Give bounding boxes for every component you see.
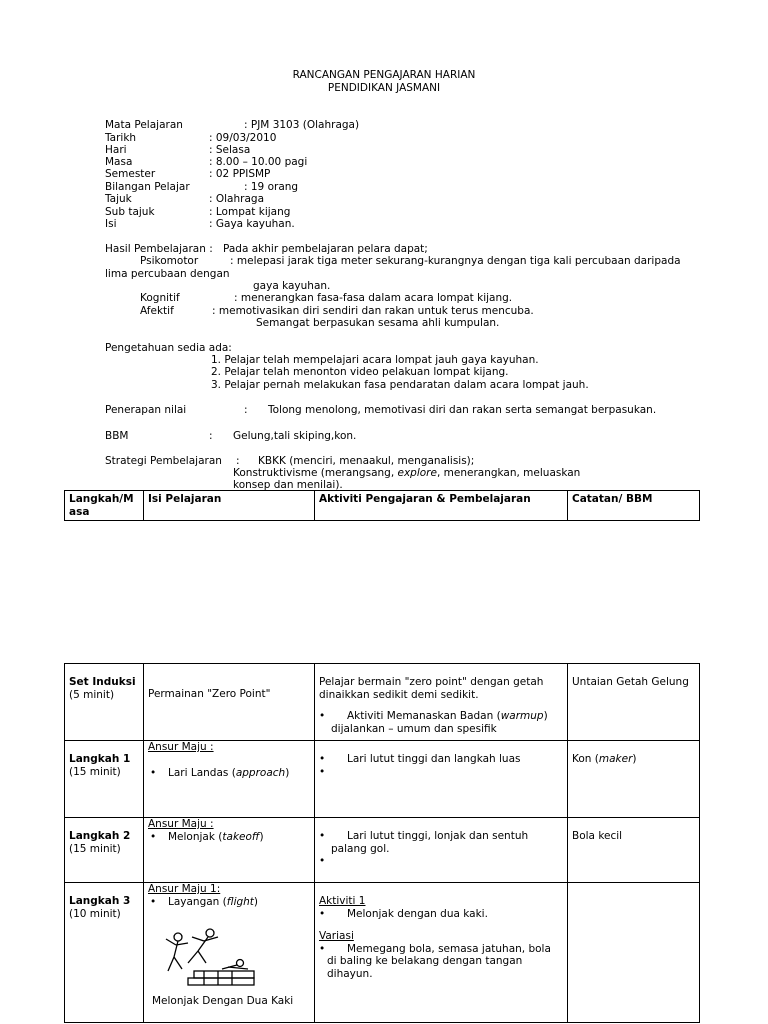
field-label: Tarikh bbox=[105, 132, 137, 144]
psikomotor-label: Psikomotor bbox=[140, 255, 199, 267]
field-value: : Selasa bbox=[209, 144, 251, 156]
isi-cell: Ansur Maju : • Melonjak (takeoff) bbox=[144, 818, 315, 883]
header-langkah: Langkah/M asa bbox=[65, 491, 144, 521]
pengetahuan-item: 2. Pelajar telah menonton video pelakuan lompat kijang. bbox=[211, 366, 509, 378]
table-row bbox=[65, 818, 700, 883]
pengetahuan-label: Pengetahuan sedia ada: bbox=[105, 342, 232, 354]
aktiviti-cell: • Lari lutut tinggi, lonjak dan sentuh palang gol. • bbox=[315, 818, 568, 883]
aktiviti-cell: • Lari lutut tinggi dan langkah luas • bbox=[315, 741, 568, 818]
isi-cell: Permainan "Zero Point" bbox=[144, 664, 315, 741]
pengetahuan-item: 1. Pelajar telah mempelajari acara lompat jauh gaya kayuhan. bbox=[211, 354, 539, 366]
field-label: Sub tajuk bbox=[105, 206, 155, 218]
pengetahuan-item: 3. Pelajar pernah melakukan fasa pendaratan dalam acara lompat jauh. bbox=[211, 379, 589, 391]
table-row bbox=[65, 741, 700, 818]
field-value: : Gaya kayuhan. bbox=[209, 218, 295, 230]
bbm-label: BBM bbox=[105, 430, 129, 442]
catatan-cell bbox=[568, 883, 700, 1023]
step-cell: Set Induksi (5 minit) bbox=[65, 664, 144, 741]
afektif-cont: Semangat berpasukan sesama ahli kumpulan. bbox=[256, 317, 500, 329]
aktiviti-cell: Pelajar bermain "zero point" dengan getah dinaikkan sedikit demi sedikit. • Aktiviti Memanaskan Badan (warmup) dijalankan – umum dan spesifik bbox=[315, 664, 568, 741]
header-table bbox=[64, 490, 700, 521]
document-subtitle: PENDIDIKAN JASMANI bbox=[327, 82, 441, 94]
field-label: Tajuk bbox=[105, 193, 132, 205]
field-value: : PJM 3103 (Olahraga) bbox=[244, 119, 360, 131]
hasil-label: Hasil Pembelajaran : bbox=[105, 243, 213, 255]
document-title: RANCANGAN PENGAJARAN HARIAN bbox=[292, 69, 476, 81]
field-value: : Olahraga bbox=[209, 193, 264, 205]
field-value: : 02 PPISMP bbox=[209, 168, 271, 180]
penerapan-text: Tolong menolong, memotivasi diri dan rakan serta semangat berpasukan. bbox=[268, 404, 657, 416]
bbm-text: Gelung,tali skiping,kon. bbox=[233, 430, 357, 442]
field-label: Semester bbox=[105, 168, 156, 180]
step-cell: Langkah 1 (15 minit) bbox=[65, 741, 144, 818]
field-label: Hari bbox=[105, 144, 127, 156]
header-catatan: Catatan/ BBM bbox=[568, 491, 700, 521]
field-label: Masa bbox=[105, 156, 133, 168]
kognitif-text: : menerangkan fasa-fasa dalam acara lompat kijang. bbox=[234, 292, 513, 304]
lesson-table bbox=[64, 663, 700, 1023]
isi-cell: Ansur Maju 1: • Layangan (flight) Melonjak Dengan Dua Kaki bbox=[144, 883, 315, 1023]
field-label: Bilangan Pelajar bbox=[105, 181, 190, 193]
long-jump-illustration bbox=[158, 927, 258, 995]
header-aktiviti: Aktiviti Pengajaran & Pembelajaran bbox=[315, 491, 568, 521]
psikomotor-cont: lima percubaan dengan bbox=[105, 268, 230, 280]
bbm-colon: : bbox=[209, 430, 213, 442]
strategi-line1: KBKK (menciri, menaakul, menganalisis); bbox=[258, 455, 475, 467]
strategi-label: Strategi Pembelajaran bbox=[105, 455, 222, 467]
field-label: Mata Pelajaran bbox=[105, 119, 183, 131]
illustration-caption: Melonjak Dengan Dua Kaki bbox=[152, 995, 294, 1007]
penerapan-colon: : bbox=[244, 404, 248, 416]
penerapan-label: Penerapan nilai bbox=[105, 404, 187, 416]
field-value: : 09/03/2010 bbox=[209, 132, 277, 144]
afektif-text: : memotivasikan diri sendiri dan rakan untuk terus mencuba. bbox=[212, 305, 534, 317]
step-cell: Langkah 2 (15 minit) bbox=[65, 818, 144, 883]
table-row bbox=[65, 664, 700, 741]
afektif-label: Afektif bbox=[140, 305, 174, 317]
field-label: Isi bbox=[105, 218, 117, 230]
strategi-line2: Konstruktivisme (merangsang, explore, menerangkan, meluaskan bbox=[233, 467, 581, 479]
table-row bbox=[65, 883, 700, 1023]
hasil-intro: Pada akhir pembelajaran pelara dapat; bbox=[223, 243, 428, 255]
catatan-cell: Kon (maker) bbox=[568, 741, 700, 818]
catatan-cell: Untaian Getah Gelung bbox=[568, 664, 700, 741]
field-value: : 8.00 – 10.00 pagi bbox=[209, 156, 308, 168]
kognitif-label: Kognitif bbox=[140, 292, 180, 304]
field-value: : 19 orang bbox=[244, 181, 299, 193]
psikomotor-text: : melepasi jarak tiga meter sekurang-kurangnya dengan tiga kali percubaan daripada bbox=[230, 255, 681, 267]
catatan-cell: Bola kecil bbox=[568, 818, 700, 883]
aktiviti-cell: Aktiviti 1 • Melonjak dengan dua kaki. Variasi • Memegang bola, semasa jatuhan, bola di baling ke belakang dengan tangan dihayun. bbox=[315, 883, 568, 1023]
field-value: : Lompat kijang bbox=[209, 206, 291, 218]
isi-cell: Ansur Maju : • Lari Landas (approach) bbox=[144, 741, 315, 818]
header-isi: Isi Pelajaran bbox=[144, 491, 315, 521]
psikomotor-cont2: gaya kayuhan. bbox=[253, 280, 331, 292]
strategi-colon: : bbox=[236, 455, 240, 467]
step-cell: Langkah 3 (10 minit) bbox=[65, 883, 144, 1023]
strategi-line3: konsep dan menilai). bbox=[233, 479, 343, 491]
